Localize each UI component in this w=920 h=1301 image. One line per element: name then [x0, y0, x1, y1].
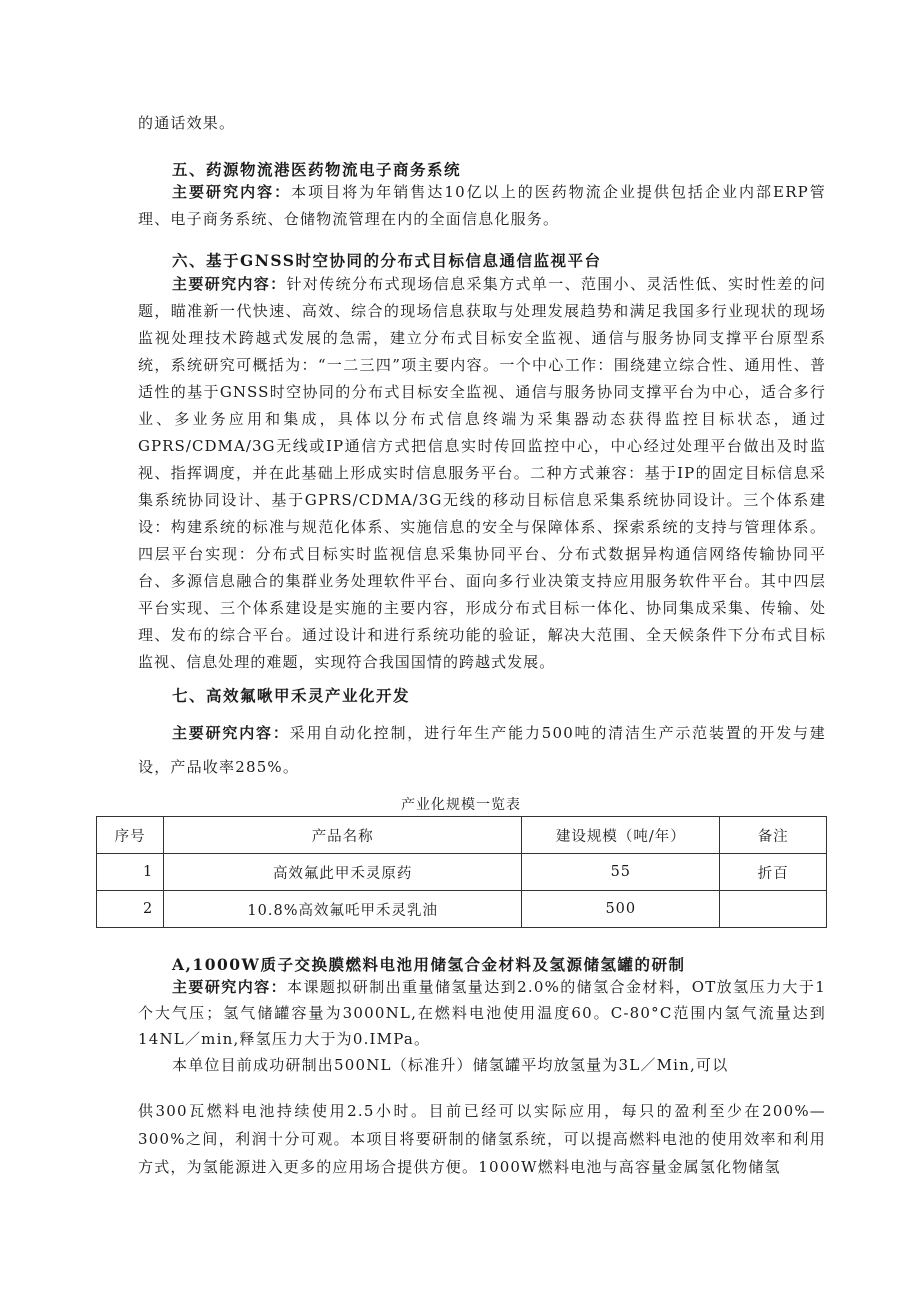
header-remark: 备注	[720, 817, 827, 854]
section-8-label: 主要研究内容：	[172, 978, 288, 996]
section-5-heading: 五、药源物流港医药物流电子商务系统	[172, 160, 462, 179]
section-7-heading: 七、高效氟啾甲禾灵产业化开发	[172, 686, 411, 705]
cell-seq: 1	[97, 854, 164, 891]
header-seq: 序号	[97, 817, 164, 854]
section-6-body: 针对传统分布式现场信息采集方式单一、范围小、灵活性低、实时性差的问题，瞄准新一代快速、高效、综合的现场信息获取与处理发展趋势和满足我国多行业现状的现场监视处理技术跨越式发展的急需，建立分布式目标安全监视、通信与服务协同支撑平台原型系统，系统研究可概括为：“一二三四”项主要内容。一个中心工作：围绕建立综合性、通用性、普适性的基于GNSS时空协同的分布式目标安全监视、通信与服务协同支撑平台为中心，适合多行业、多业务应用和集成，具体以分布式信息终端为采集器动态获得监控目标状态，通过GPRS/CDMA/3G无线或IP通信方式把信息实时传回监控中心，中心经过处理平台做出及时监视、指挥调度，并在此基础上形成实时信息服务平台。二种方式兼容：基于IP的固定目标信息采集系统协同设计、基于GPRS/CDMA/3G无线的移动目标信息采集系统协同设计。三个体系建设：构建系统的标准与规范化体系、实施信息的安全与保障体系、探索系统的支持与管理体系。四层平台实现：分布式目标实时监视信息采集协同平台、分布式数据异构通信网络传输协同平台、多源信息融合的集群业务处理软件平台、面向多行业决策支持应用服务软件平台。其中四层平台实现、三个体系建设是实施的主要内容，形成分布式目标一体化、协同集成采集、传输、处理、发布的综合平台。通过设计和进行系统功能的验证，解决大范围、全天候条件下分布式目标监视、信息处理的难题，实现符合我国国情的跨越式发展。	[138, 275, 827, 671]
cell-seq: 2	[97, 891, 164, 928]
section-6-label: 主要研究内容：	[172, 275, 287, 293]
section-6-paragraph	[138, 271, 826, 676]
section-8-paragraph-2: 本单位目前成功研制出500NL（标准升）储氢罐平均放氢量为3L／Min,可以	[172, 1056, 729, 1074]
cell-remark: 折百	[720, 854, 827, 891]
production-scale-table	[96, 816, 827, 928]
table-header-row	[97, 817, 827, 854]
cell-product-name: 10.8%高效氟吒甲禾灵乳油	[164, 891, 522, 928]
section-8-heading: A,1000W质子交换膜燃料电池用储氢合金材料及氢源储氢罐的研制	[172, 955, 686, 974]
table-row	[97, 854, 827, 891]
section-7-body: 采用自动化控制，进行年生产能力500吨的清洁生产示范装置的开发与建设，产品收率285%。	[138, 724, 827, 776]
section-8-paragraph-3: 供300瓦燃料电池持续使用2.5小时。目前已经可以实际应用，每只的盈利至少在200%—300%之间，利润十分可观。本项目将要研制的储氢系统，可以提高燃料电池的使用效率和利用方式，为氢能源进入更多的应用场合提供方便。1000W燃料电池与高容量金属氢化物储氢	[138, 1102, 826, 1176]
section-7-paragraph	[138, 716, 826, 784]
table-row	[97, 891, 827, 928]
section-8-paragraph	[138, 974, 826, 1052]
cell-remark	[720, 891, 827, 928]
intro-tail: 的通话效果。	[138, 114, 236, 132]
cell-scale: 500	[522, 891, 720, 928]
header-scale: 建设规模（吨/年）	[522, 817, 720, 854]
section-8-body: 本课题拟研制出重量储氢量达到2.0%的储氢合金材料，OT放氢压力大于1个大气压；氢气储罐容量为3000NL,在燃料电池使用温度60。C-80°C范围内氢气流量达到14NL／min,释氢压力大于为0.IMPa。	[138, 978, 826, 1048]
section-5-body: 本项目将为年销售达10亿以上的医药物流企业提供包括企业内部ERP管理、电子商务系统、仓储物流管理在内的全面信息化服务。	[138, 183, 826, 228]
cell-product-name: 高效氟此甲禾灵原药	[164, 854, 522, 891]
section-6-heading: 六、基于GNSS时空协同的分布式目标信息通信监视平台	[172, 251, 602, 270]
section-5-paragraph	[138, 179, 826, 233]
table-caption: 产业化规模一览表	[401, 797, 521, 813]
section-5-label: 主要研究内容：	[172, 183, 292, 201]
section-7-label: 主要研究内容：	[172, 724, 290, 742]
header-product-name: 产品名称	[164, 817, 522, 854]
cell-scale: 55	[522, 854, 720, 891]
